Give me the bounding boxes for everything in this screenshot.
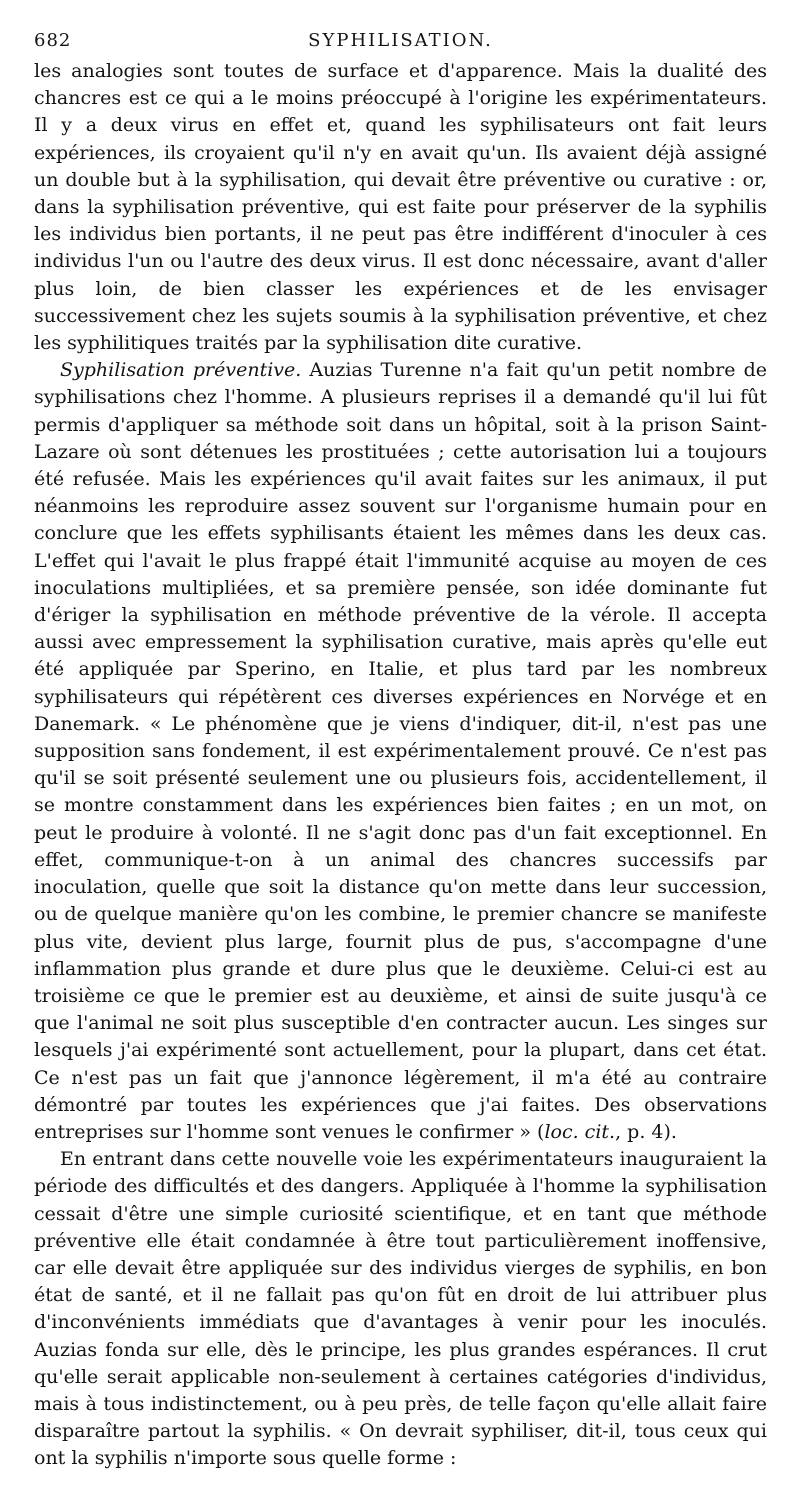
- book-page: [34, 30, 767, 1473]
- paragraph-text: Auzias Turenne n'a fait qu'un petit nombre de syphilisations chez l'homme. A plusieurs reprises il a demandé qu'il lui fût permis d'appliquer sa méthode soit dans un hôpital, soit à la prison Saint-Lazare où sont détenues les prostituées ; cette autorisation lui a toujours été refusée. Mais les expériences qu'il avait faites sur les animaux, il put néanmoins les reproduire assez souvent sur l'organisme humain pour en conclure que les effets syphilisants étaient les mêmes dans les deux cas. L'effet qui l'avait le plus frappé était l'immunité acquise au moyen de ces inoculations multipliées, et sa première pensée, son idée dominante fut d'ériger la syphilisation en méthode préventive de la vérole. Il accepta aussi avec empressement la syphilisation curative, mais après qu'elle eut été appliquée par Sperino, en Italie, et plus tard par les nombreux syphilisateurs qui répétèrent ces diverses expériences en Norvége et en Danemark. « Le phénomène que je viens d'indiquer, dit-il, n'est pas une supposition sans fondement, il est expérimentalement prouvé. Ce n'est pas qu'il se soit présenté seulement une ou plusieurs fois, accidentellement, il se montre constamment dans les expériences bien faites ; en un mot, on peut le produire à volonté. Il ne s'agit donc pas d'un fait exceptionnel. En effet, communique-t-on à un animal des chancres successifs par inoculation, quelle que soit la distance qu'on mette dans leur succession, ou de quelque manière qu'on les combine, le premier chancre se manifeste plus vite, devient plus large, fournit plus de pus, s'accompagne d'une inflammation plus grande et dure plus que le deuxième. Celui-ci est au troisième ce que le premier est au deuxième, et ainsi de suite jusqu'à ce que l'animal ne soit plus susceptible d'en contracter aucun. Les singes sur lesquels j'ai expérimenté sont actuellement, pour la plupart, dans cet état. Ce n'est pas un fait que j'annonce légèrement, il m'a été au contraire démontré par toutes les expériences que j'ai faites. Des observations entreprises sur l'homme sont venues le confirmer » (: [34, 359, 767, 1143]
- paragraph-text-end: , p. 4).: [615, 1120, 677, 1143]
- citation-italic: loc. cit.: [544, 1120, 616, 1143]
- paragraph: [34, 357, 767, 1146]
- paragraph: En entrant dans cette nouvelle voie les expérimentateurs inauguraient la période des difficultés et des dangers. Appliquée à l'homme la syphilisation cessait d'être une simple curiosité scientifique, et en tant que méthode préventive elle était condamnée à être tout particulièrement inoffensive, car elle devait être appliquée sur des individus vierges de syphilis, en bon état de santé, et il ne fallait pas qu'on fût en droit de lui attribuer plus d'inconvénients immédiats que d'avantages à venir pour les inoculés. Auzias fonda sur elle, dès le principe, les plus grandes espérances. Il crut qu'elle serait applicable non-seulement à certaines catégories d'individus, mais à tous indistinctement, ou à peu près, de telle façon qu'elle allait faire disparaître partout la syphilis. « On devrait syphiliser, dit-il, tous ceux qui ont la syphilis n'importe sous quelle forme :: [34, 1148, 767, 1470]
- page-header: [34, 30, 767, 58]
- page-number: 682: [34, 30, 72, 51]
- paragraph: les analogies sont toutes de surface et d'apparence. Mais la dualité des chancres est ce qui a le moins préoccupé à l'origine les expérimentateurs. Il y a deux virus en effet et, quand les syphilisateurs ont fait leurs expériences, ils croyaient qu'il n'y en avait qu'un. Ils avaient déjà assigné un double but à la syphilisation, qui devait être préventive ou curative : or, dans la syphilisation préventive, qui est faite pour préserver de la syphilis les individus bien portants, il ne peut pas être indifférent d'inoculer à ces individus l'un ou l'autre des deux virus. Il est donc nécessaire, avant d'aller plus loin, de bien classer les expériences et de les envisager successivement chez les sujets soumis à la syphilisation préventive, et chez les syphilitiques traités par la syphilisation dite curative.: [34, 60, 767, 355]
- section-heading-italic: Syphilisation préventive.: [60, 359, 302, 382]
- body-text: [34, 58, 767, 1473]
- running-title: SYPHILISATION.: [308, 30, 493, 51]
